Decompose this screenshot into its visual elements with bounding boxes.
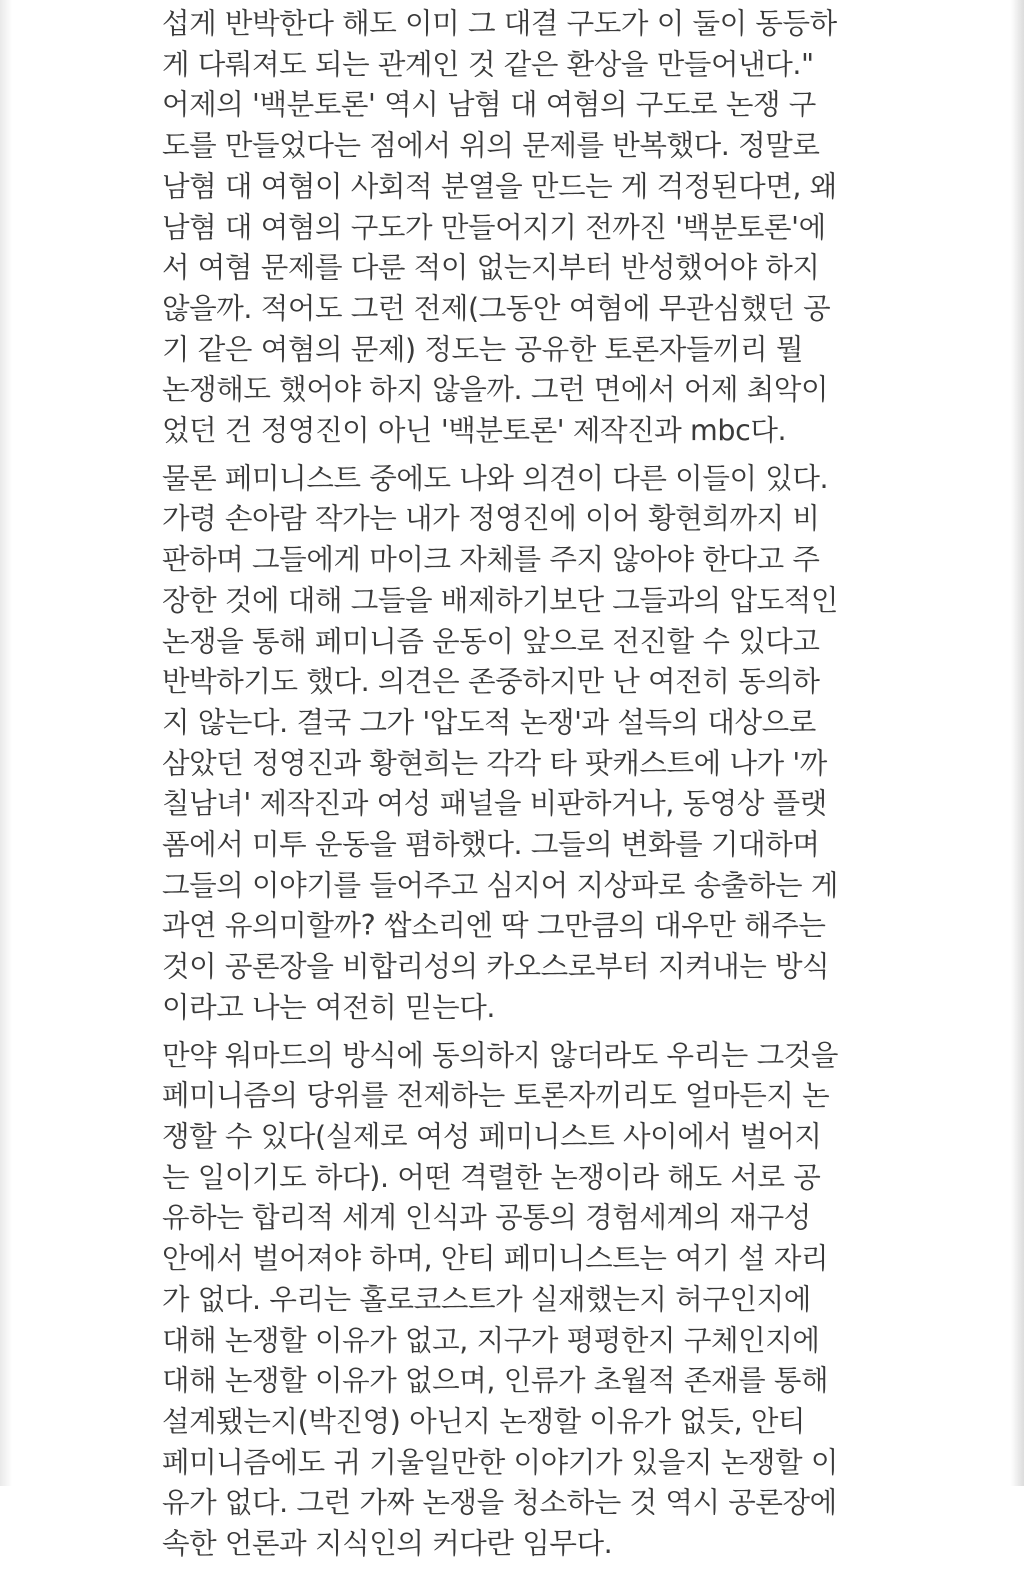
text-line: 어제의 '백분토론' 역시 남혐 대 여혐의 구도로 논쟁 구 <box>162 88 816 122</box>
text-line: 페미니즘에도 귀 기울일만한 이야기가 있을지 논쟁할 이 <box>162 1445 838 1479</box>
text-line: 가 없다. 우리는 홀로코스트가 실재했는지 허구인지에 <box>162 1282 811 1316</box>
text-line: 유가 없다. 그런 가짜 논쟁을 청소하는 것 역시 공론장에 <box>162 1486 837 1520</box>
text-line: 페미니즘의 당위를 전제하는 토론자끼리도 얼마든지 논 <box>162 1079 830 1113</box>
article-body <box>162 4 882 1572</box>
text-line: 기 같은 여혐의 문제) 정도는 공유한 토론자들끼리 뭘 <box>162 332 804 366</box>
text-line: 서 여혐 문제를 다룬 적이 없는지부터 반성했어야 하지 <box>162 251 820 285</box>
text-line: 물론 페미니스트 중에도 나와 의견이 다른 이들이 있다. <box>162 461 829 495</box>
text-line: 는 일이기도 하다). 어떤 격렬한 논쟁이라 해도 서로 공 <box>162 1160 821 1194</box>
text-line: 남혐 대 여혐이 사회적 분열을 만드는 게 걱정된다면, 왜 <box>162 169 837 203</box>
text-line: 유하는 합리적 세계 인식과 공통의 경험세계의 재구성 <box>162 1201 811 1235</box>
text-line: 섭게 반박한다 해도 이미 그 대결 구도가 이 둘이 동등하 <box>162 7 837 40</box>
text-line: 않을까. 적어도 그런 전제(그동안 여혐에 무관심했던 공 <box>162 291 831 325</box>
text-line: 대해 논쟁할 이유가 없고, 지구가 평평한지 구체인지에 <box>162 1323 820 1357</box>
text-line: 장한 것에 대해 그들을 배제하기보단 그들과의 압도적인 <box>162 583 838 617</box>
text-line: 삼았던 정영진과 황현희는 각각 타 팟캐스트에 나가 '까 <box>162 746 827 780</box>
text-line: 이라고 나는 여전히 믿는다. <box>162 990 496 1024</box>
text-line: 지 않는다. 결국 그가 '압도적 논쟁'과 설득의 대상으로 <box>162 705 816 739</box>
text-line: 속한 언론과 지식인의 커다란 임무다. <box>162 1527 613 1561</box>
text-line: 설계됐는지(박진영) 아닌지 논쟁할 이유가 없듯, 안티 <box>162 1404 806 1438</box>
text-line: 남혐 대 여혐의 구도가 만들어지기 전까진 '백분토론'에 <box>162 210 826 244</box>
left-page-edge <box>0 0 12 1486</box>
text-line: 대해 논쟁할 이유가 없으며, 인류가 초월적 존재를 통해 <box>162 1364 829 1398</box>
text-line: 과연 유의미할까? 쌉소리엔 딱 그만큼의 대우만 해주는 <box>162 909 826 943</box>
text-line: 만약 워마드의 방식에 동의하지 않더라도 우리는 그것을 <box>162 1038 838 1072</box>
text-line: 안에서 벌어져야 하며, 안티 페미니스트는 여기 설 자리 <box>162 1242 829 1276</box>
text-line: 쟁할 수 있다(실제로 여성 페미니스트 사이에서 벌어지 <box>162 1119 822 1153</box>
text-line: 폼에서 미투 운동을 폄하했다. 그들의 변화를 기대하며 <box>162 828 820 862</box>
paragraph-1 <box>162 4 882 452</box>
right-page-edge <box>1010 0 1024 1486</box>
paragraph-2 <box>162 459 882 1029</box>
text-line: 논쟁해도 했어야 하지 않을까. 그런 면에서 어제 최악이 <box>162 373 829 407</box>
text-line: 그들의 이야기를 들어주고 심지어 지상파로 송출하는 게 <box>162 868 838 902</box>
text-line: 가령 손아람 작가는 내가 정영진에 이어 황현희까지 비 <box>162 502 820 536</box>
text-line: 도를 만들었다는 점에서 위의 문제를 반복했다. 정말로 <box>162 129 820 163</box>
text-line: 논쟁을 통해 페미니즘 운동이 앞으로 전진할 수 있다고 <box>162 624 820 658</box>
text-line: 반박하기도 했다. 의견은 존중하지만 난 여전히 동의하 <box>162 665 820 699</box>
text-line: 것이 공론장을 비합리성의 카오스로부터 지켜내는 방식 <box>162 950 830 984</box>
text-line: 게 다뤄져도 되는 관계인 것 같은 환상을 만들어낸다." <box>162 47 814 81</box>
text-line: 었던 건 정영진이 아닌 '백분토론' 제작진과 mbc다. <box>162 414 787 448</box>
text-line: 칠남녀' 제작진과 여성 패널을 비판하거나, 동영상 플랫 <box>162 787 827 821</box>
paragraph-3 <box>162 1036 882 1565</box>
text-line: 판하며 그들에게 마이크 자체를 주지 않아야 한다고 주 <box>162 543 820 577</box>
